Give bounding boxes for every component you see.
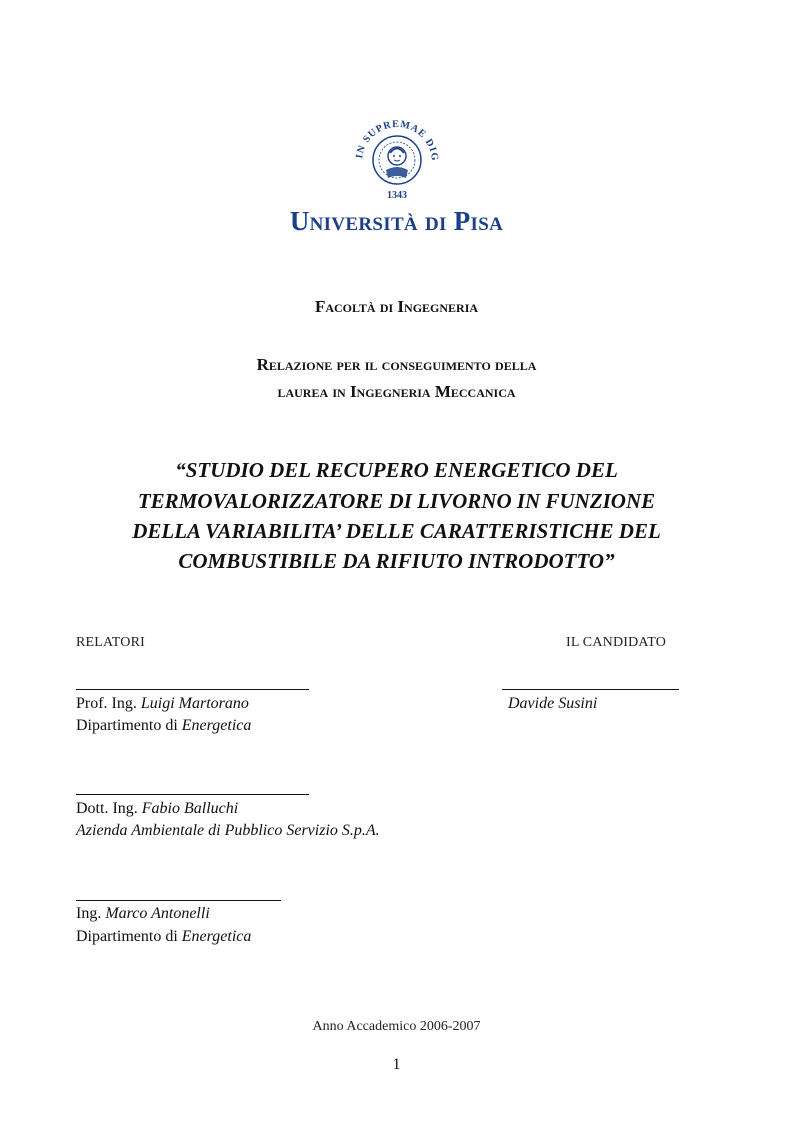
relatore-1-title: Prof. Ing. — [76, 695, 137, 712]
candidate-name: Davide Susini — [508, 695, 598, 712]
faculty-name: Facoltà di Ingegneria — [314, 297, 479, 316]
relatori-label: RELATORI — [76, 635, 146, 650]
relatore-3-fullname: Marco Antonelli — [105, 905, 210, 922]
relatore-1-department — [76, 717, 251, 735]
relatore-1-fullname: Luigi Martorano — [140, 695, 249, 712]
relatore-3-dept-prefix: Dipartimento di — [76, 928, 178, 945]
academic-year: Anno Accademico 2006-2007 — [312, 1019, 481, 1034]
university-seal — [346, 112, 448, 202]
relatore-3-department — [76, 928, 251, 946]
relatore-1-dept-prefix: Dipartimento di — [76, 717, 178, 734]
thesis-title-line2: TERMOVALORIZZATORE DI LIVORNO IN FUNZIONE — [137, 489, 656, 513]
thesis-title-line1: “STUDIO DEL RECUPERO ENERGETICO DEL — [175, 458, 618, 482]
relatore-3-dept-name: Energetica — [181, 928, 252, 945]
university-name: Università di Pisa — [289, 206, 504, 236]
report-subtitle-line1: Relazione per il conseguimento della — [256, 355, 537, 374]
relatore-2-name — [76, 800, 238, 818]
thesis-title-line4: COMBUSTIBILE DA RIFIUTO INTRODOTTO” — [178, 549, 615, 573]
seal-legend: IN SUPREMAE DIG — [354, 118, 441, 163]
thesis-title-line3: DELLA VARIABILITA’ DELLE CARATTERISTICHE DEL — [132, 519, 661, 543]
page-number: 1 — [392, 1056, 401, 1073]
signature-line-candidate — [502, 689, 679, 690]
relatore-1-dept-name: Energetica — [181, 717, 252, 734]
signature-line-relatore-2 — [76, 794, 309, 795]
candidato-label: IL CANDIDATO — [566, 635, 667, 650]
relatore-2-fullname: Fabio Balluchi — [141, 800, 239, 817]
relatore-3-title: Ing. — [76, 905, 102, 922]
relatore-2-title: Dott. Ing. — [76, 800, 138, 817]
relatore-2-department: Azienda Ambientale di Pubblico Servizio S.p.A. — [76, 822, 380, 839]
signature-line-relatore-1 — [76, 689, 309, 690]
relatore-3-name — [76, 905, 210, 923]
relatore-1-name — [76, 695, 249, 713]
report-subtitle-line2: laurea in Ingegneria Meccanica — [277, 382, 516, 401]
signature-line-relatore-3 — [76, 900, 281, 901]
seal-year: 1343 — [387, 190, 407, 201]
